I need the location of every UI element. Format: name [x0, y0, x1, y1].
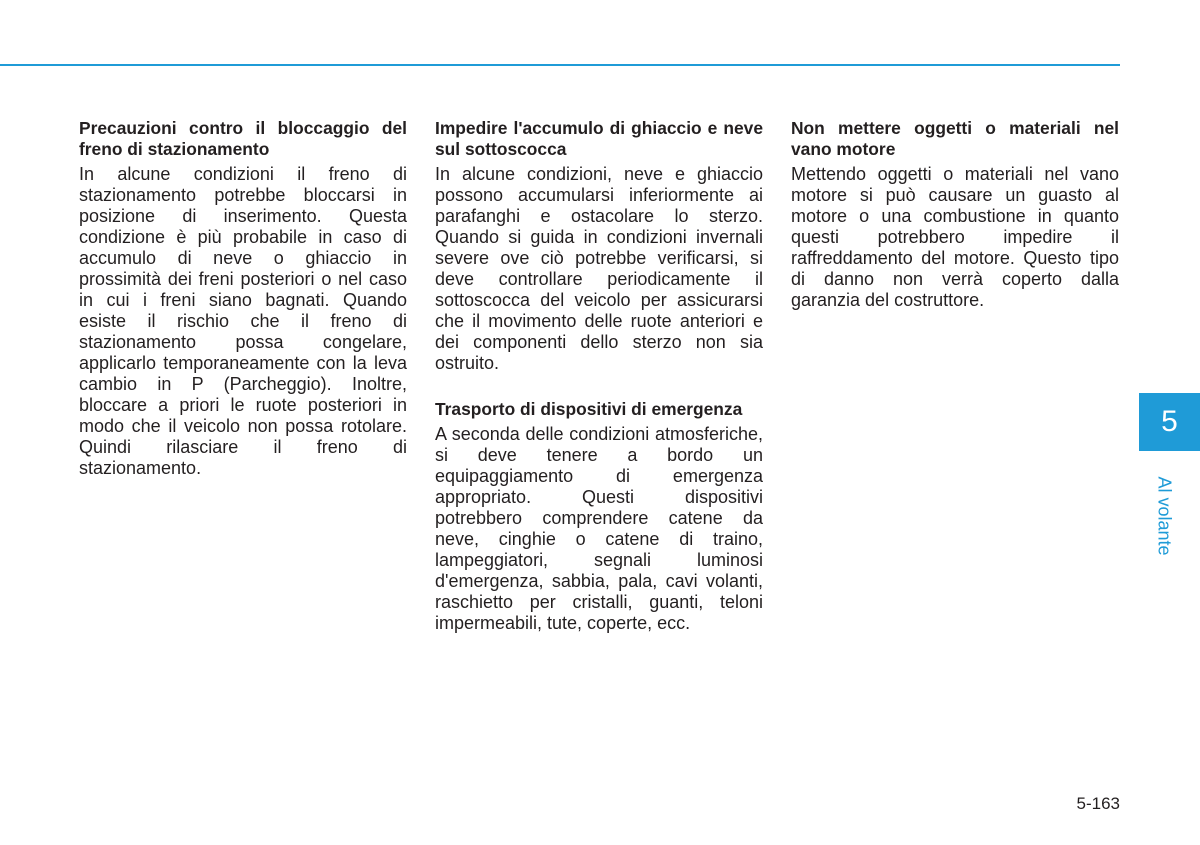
section-parking-brake-freeze	[79, 118, 407, 479]
chapter-tab	[1139, 393, 1200, 451]
header-rule	[0, 64, 1120, 66]
text-column-3	[791, 118, 1119, 336]
chapter-number: 5	[1161, 405, 1178, 438]
section-body: Mettendo oggetti o materiali nel vano motore si può causare un guasto al motore o una combustione in quanto questi potrebbero impedire il raffreddamento del motore. Questo tipo di danno non verrà coperto dalla garanzia del costruttore.	[791, 164, 1119, 310]
section-body: In alcune condizioni, neve e ghiaccio possono accumularsi inferiormente ai parafanghi e ostacolare lo sterzo. Quando si guida in condizioni invernali severe ove ciò potrebbe verificarsi, si deve controllare periodicamente il sottoscocca del veicolo per assicurarsi che il movimento delle ruote anteriori e dei componenti dello sterzo non sia ostruito.	[435, 164, 763, 373]
section-heading: Precauzioni contro il bloccaggio del freno di stazionamento	[79, 118, 407, 159]
text-column-2	[435, 118, 763, 659]
section-heading: Impedire l'accumulo di ghiaccio e neve sul sottoscocca	[435, 118, 763, 159]
chapter-title-container	[1152, 476, 1176, 556]
section-underbody-ice	[435, 118, 763, 374]
section-body: A seconda delle condizioni atmosferiche, si deve tenere a bordo un equipaggiamento di emergenza appropriato. Questi dispositivi potrebbero comprendere catene da neve, cinghie o catene di traino, lampeggiatori, segnali luminosi d'emergenza, sabbia, pala, cavi volanti, raschietto per cristalli, guanti, teloni impermeabili, tute, coperte, ecc.	[435, 424, 763, 633]
section-emergency-equipment	[435, 399, 763, 634]
section-heading: Non mettere oggetti o materiali nel vano motore	[791, 118, 1119, 159]
text-column-1	[79, 118, 407, 504]
chapter-title: Al volante	[1154, 476, 1175, 556]
section-heading: Trasporto di dispositivi di emergenza	[435, 399, 743, 419]
section-body: In alcune condizioni il freno di stazionamento potrebbe bloccarsi in posizione di inserimento. Questa condizione è più probabile in caso di accumulo di neve o ghiaccio in prossimità dei freni posteriori o nel caso in cui i freni siano bagnati. Quando esiste il rischio che il freno di stazionamento possa congelare, applicarlo temporaneamente con la leva cambio in P (Parcheggio). Inoltre, bloccare a priori le ruote posteriori in modo che il veicolo non possa rotolare. Quindi rilasciare il freno di stazionamento.	[79, 164, 407, 478]
section-engine-compartment	[791, 118, 1119, 311]
page-number: 5-163	[1076, 794, 1120, 813]
